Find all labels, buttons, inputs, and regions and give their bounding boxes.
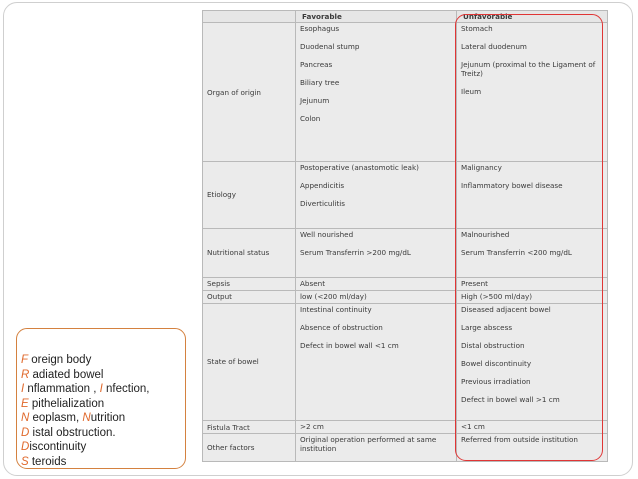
favorable-cell [296,434,457,462]
unfavorable-cell [457,162,608,228]
mnemonic-text: utrition [90,412,126,424]
mnemonic-letter: N [21,412,30,424]
unfavorable-item: Lateral duodenum [461,42,527,51]
unfavorable-item: Malnourished [461,229,510,239]
favorable-cell [296,23,457,162]
mnemonic-text: nflammation , [24,383,100,395]
favorable-item: Defect in bowel wall <1 cm [300,340,399,350]
favorable-cell [296,162,457,228]
mnemonic-letter: F [21,354,29,366]
unfavorable-item: Defect in bowel wall >1 cm [461,394,560,404]
unfavorable-item: Serum Transferrin <200 mg/dL [461,247,572,257]
row-category: Output [203,290,296,303]
favorable-item: Well nourished [300,229,354,239]
fistula-factors-table-image [202,10,607,462]
mnemonic-line [21,440,185,455]
favorable-item: Pancreas [300,60,333,69]
favorable-item: Absence of obstruction [300,322,383,332]
mnemonic-letter: R [21,368,30,381]
unfavorable-item: <1 cm [461,422,485,432]
unfavorable-cell [457,228,608,277]
favorable-item: Biliary tree [300,78,340,87]
row-category: Organ of origin [203,23,296,162]
unfavorable-cell [457,434,608,462]
unfavorable-cell [457,303,608,421]
unfavorable-item: Ileum [461,87,482,96]
row-category: Sepsis [203,277,296,290]
favorable-item: Original operation performed at same institution [300,435,437,454]
row-category: Etiology [203,162,296,228]
unfavorable-item: Diseased adjacent bowel [461,304,551,314]
favorable-cell [296,303,457,421]
mnemonic-text: adiated bowel [29,368,104,381]
favorable-item: Appendicitis [300,181,345,191]
favorable-item: Duodenal stump [300,42,360,51]
unfavorable-item: High (>500 ml/day) [461,291,533,301]
favorable-item: Colon [300,114,321,123]
mnemonic-line [21,397,185,412]
unfavorable-cell [457,421,608,434]
unfavorable-cell [457,290,608,303]
table-row [203,23,608,162]
unfavorable-item: Previous irradiation [461,376,531,386]
unfavorable-item: Distal obstruction [461,340,525,350]
favorable-item: Esophagus [300,24,340,33]
favorable-cell [296,290,457,303]
unfavorable-item: Jejunum (proximal to the Ligament of Treitz) [461,60,596,78]
favorable-item: >2 cm [300,422,324,432]
unfavorable-cell [457,277,608,290]
table-row [203,162,608,228]
table-row [203,421,608,434]
mnemonic-box [16,328,186,469]
header-unfavorable: Unfavorable [457,11,608,23]
favorable-item: Absent [300,278,326,288]
mnemonic-line [21,382,185,397]
mnemonic-letter: S [21,455,29,468]
unfavorable-item: Present [461,278,488,288]
mnemonic-line [21,368,185,383]
unfavorable-item: Referred from outside institution [461,435,578,445]
mnemonic-text: nfection, [102,383,150,395]
favorable-item: Serum Transferrin >200 mg/dL [300,247,411,257]
mnemonic-text: iscontinuity [29,441,87,453]
table-header-row [203,11,608,23]
mnemonic-text: oreign body [28,354,92,366]
mnemonic-letter: I [21,383,25,395]
table-row [203,434,608,462]
favorable-item: Intestinal continuity [300,304,372,314]
mnemonic-letter: D [21,426,30,439]
unfavorable-item: Stomach [461,24,493,33]
unfavorable-item: Inflammatory bowel disease [461,181,563,191]
table-row [203,290,608,303]
unfavorable-item: Malignancy [461,163,502,173]
mnemonic-line [21,411,185,426]
mnemonic-text: istal obstruction. [29,426,116,439]
unfavorable-cell [457,23,608,162]
mnemonic-line [21,426,185,441]
mnemonic-text: pithelialization [28,397,105,410]
row-category: State of bowel [203,303,296,421]
header-empty [203,11,296,23]
row-category: Other factors [203,434,296,462]
table-body [203,23,608,462]
favorable-item: Jejunum [300,96,330,105]
mnemonic-text: eoplasm, [29,412,83,424]
header-favorable: Favorable [296,11,457,23]
mnemonic-line [21,353,185,368]
mnemonic-line [21,455,185,470]
favorable-cell [296,277,457,290]
unfavorable-item: Large abscess [461,322,513,332]
mnemonic-text: teroids [28,455,67,468]
favorable-cell [296,228,457,277]
unfavorable-item: Bowel discontinuity [461,358,532,368]
row-category: Fistula Tract [203,421,296,434]
mnemonic-letter: E [21,397,29,410]
favorable-item: Postoperative (anastomotic leak) [300,163,419,173]
mnemonic-letter: D [21,441,30,453]
row-category: Nutritional status [203,228,296,277]
table-row [203,277,608,290]
favorable-item: Diverticulitis [300,199,346,209]
mnemonic-letter: I [99,383,103,395]
favorable-item: low (<200 ml/day) [300,291,367,301]
mnemonic-letter: N [82,412,91,424]
favorable-cell [296,421,457,434]
fistula-factors-table [202,10,608,462]
table-row [203,303,608,421]
table-row [203,228,608,277]
